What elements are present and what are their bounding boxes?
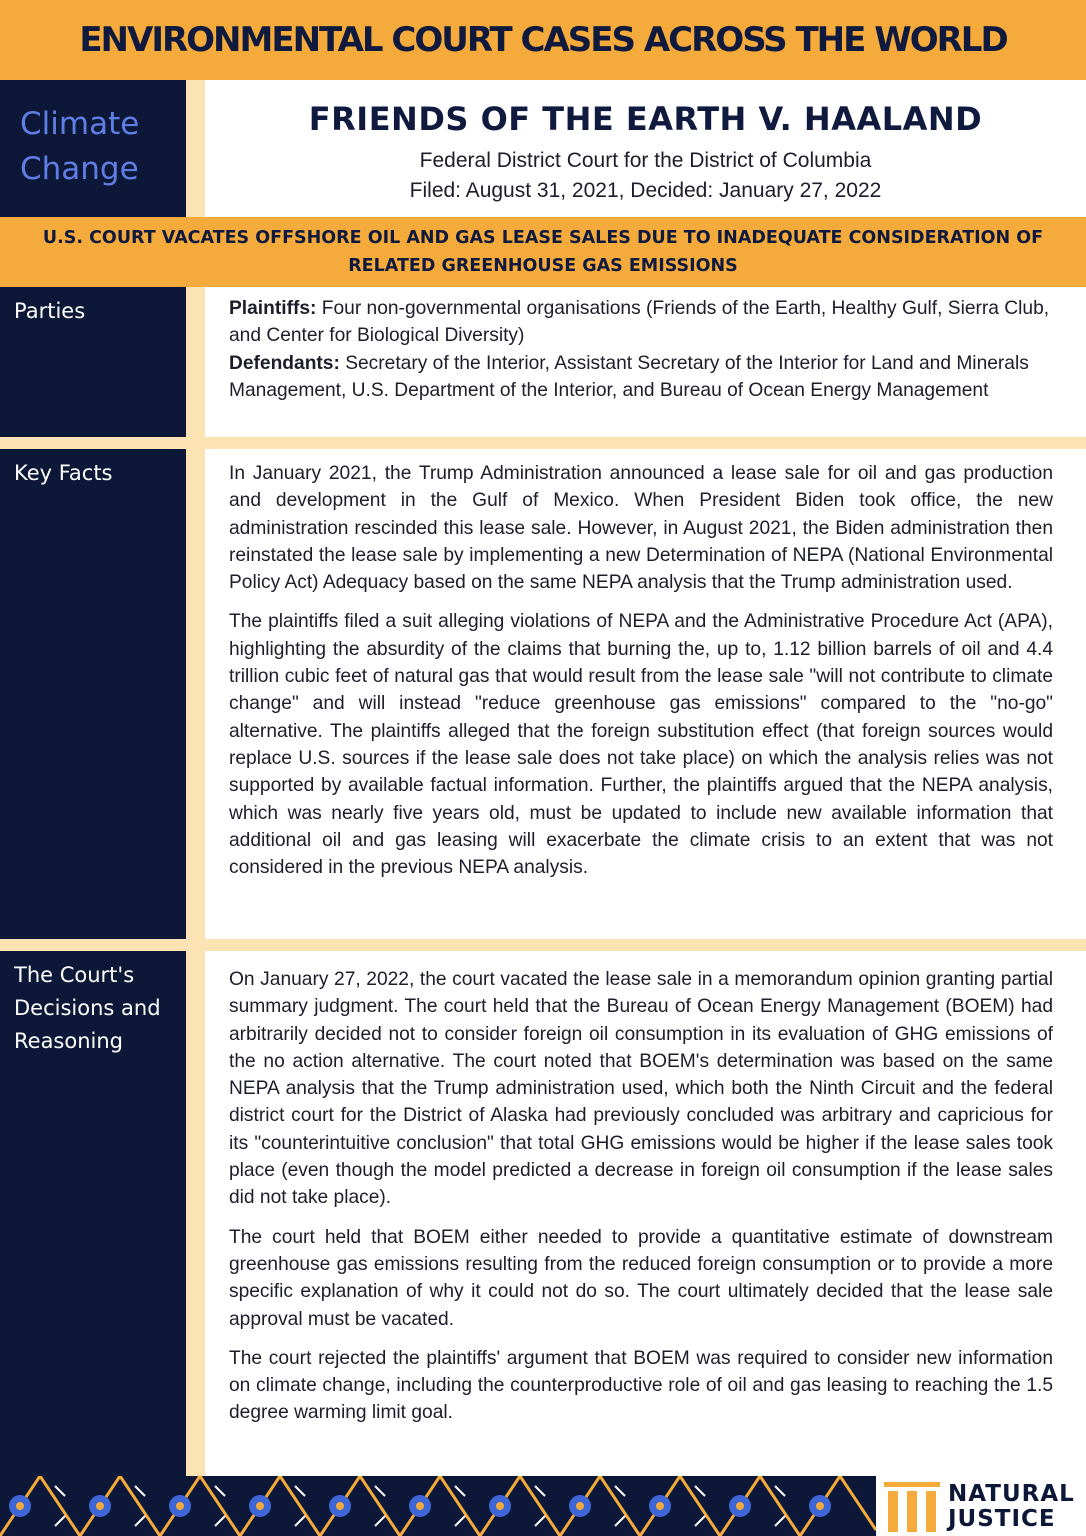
- defendants-text: Defendants: Secretary of the Interior, Assistant Secretary of the Interior for Land and Minerals Management, U.S. Department of the Interior, and Bureau of Ocean Energy Management: [229, 352, 1029, 401]
- decision-content: [229, 966, 1053, 1427]
- case-title: FRIENDS OF THE EARTH V. HAALAND: [308, 100, 983, 138]
- section-label-parties: Parties: [0, 287, 186, 437]
- decision-paragraph: The court held that BOEM either needed to provide a quantitative estimate of downstream greenhouse gas emissions resulting from the reduced foreign consumption or to provide a more specific explanation of why it could not do so. The court ultimately decided that the lease sale approval must be vacated.: [229, 1226, 1053, 1330]
- court-name: Federal District Court for the District of Columbia: [419, 149, 872, 172]
- section-label-key-facts: Key Facts: [0, 449, 186, 939]
- decision-paragraph: On January 27, 2022, the court vacated the lease sale in a memorandum opinion granting partial summary judgment. The court held that the Bureau of Ocean Energy Management (BOEM) had arbitrarily decided not to consider foreign oil consumption in its evaluation of GHG emissions of the no action alternative. The court noted that BOEM's determination was based on the same NEPA analysis that the Trump administration used, which both the Ninth Circuit and the federal district court for the District of Alaska had previously concluded was arbitrary and capricious for its "counterintuitive conclusion" that total GHG emissions would be higher if the lease sales took place (even though the model predicted a decrease in foreign oil consumption if the lease sales did not take place).: [229, 969, 1053, 1209]
- natural-justice-logo: [876, 1476, 1086, 1536]
- case-header: [205, 80, 1086, 217]
- headline-text: U.S. COURT VACATES OFFSHORE OIL AND GAS LEASE SALES DUE TO INADEQUATE CONSIDERATION OF RELATED GREENHOUSE GAS EMISSIONS: [42, 228, 1044, 276]
- footer: [0, 1476, 1086, 1536]
- logo-line-2: JUSTICE: [948, 1506, 1056, 1532]
- parties-content: [229, 295, 1053, 404]
- headline-banner: [0, 217, 1086, 287]
- section-divider: [0, 939, 1086, 951]
- topic-block: [0, 80, 186, 217]
- topic-line-2: Change: [20, 151, 139, 187]
- cream-divider: [186, 80, 205, 217]
- decision-paragraph: The court rejected the plaintiffs' argument that BOEM was required to consider new information on climate change, including the counterproductive role of oil and gas leasing to reaching the 1.5 degree warming limit goal.: [229, 1347, 1053, 1424]
- cream-divider: [186, 287, 205, 437]
- banner-title: ENVIRONMENTAL COURT CASES ACROSS THE WORLD: [79, 20, 1007, 60]
- case-dates: Filed: August 31, 2021, Decided: January 27, 2022: [409, 179, 882, 202]
- key-facts-paragraph: The plaintiffs filed a suit alleging violations of NEPA and the Administrative Procedure Act (APA), highlighting the absurdity of the claims that burning the, up to, 1.12 billion barrels of oil and 4.4 trillion cubic feet of natural gas that would result from the lease sale "will not contribute to climate change" and will instead "reduce greenhouse gas emissions" compared to the "no-go" alternative. The plaintiffs alleged that the foreign substitution effect (that foreign sources would replace U.S. sources if the lease sale does not take place) on which the analysis relies was not supported by available factual information. Further, the plaintiffs argued that the NEPA analysis, which was nearly five years old, must be updated to include new available information that additional oil and gas leasing will exacerbate the climate crisis to an extent that was not considered in the previous NEPA analysis.: [229, 611, 1053, 879]
- pillars-icon: [884, 1482, 940, 1532]
- key-facts-content: [229, 460, 1053, 881]
- section-divider: [0, 437, 1086, 449]
- cream-divider: [186, 951, 205, 1476]
- topic-line-1: Climate: [20, 106, 140, 142]
- section-label-decision: The Court's Decisions and Reasoning: [0, 951, 186, 1476]
- top-banner: [0, 0, 1086, 80]
- plaintiffs-text: Plaintiffs: Four non-governmental organisations (Friends of the Earth, Healthy Gulf, Sierra Club, and Center for Biological Diversity): [229, 298, 1050, 347]
- logo-line-1: NATURAL: [948, 1481, 1075, 1507]
- key-facts-paragraph: In January 2021, the Trump Administration announced a lease sale for oil and gas production and development in the Gulf of Mexico. When President Biden took office, the new administration rescinded this lease sale. However, in August 2021, the Biden administration then reinstated the lease sale by implementing a new Determination of NEPA (National Environmental Policy Act) Adequacy based on the same NEPA analysis that the Trump administration used.: [229, 463, 1053, 594]
- cream-divider: [186, 449, 205, 939]
- decorative-pattern: [0, 1476, 876, 1536]
